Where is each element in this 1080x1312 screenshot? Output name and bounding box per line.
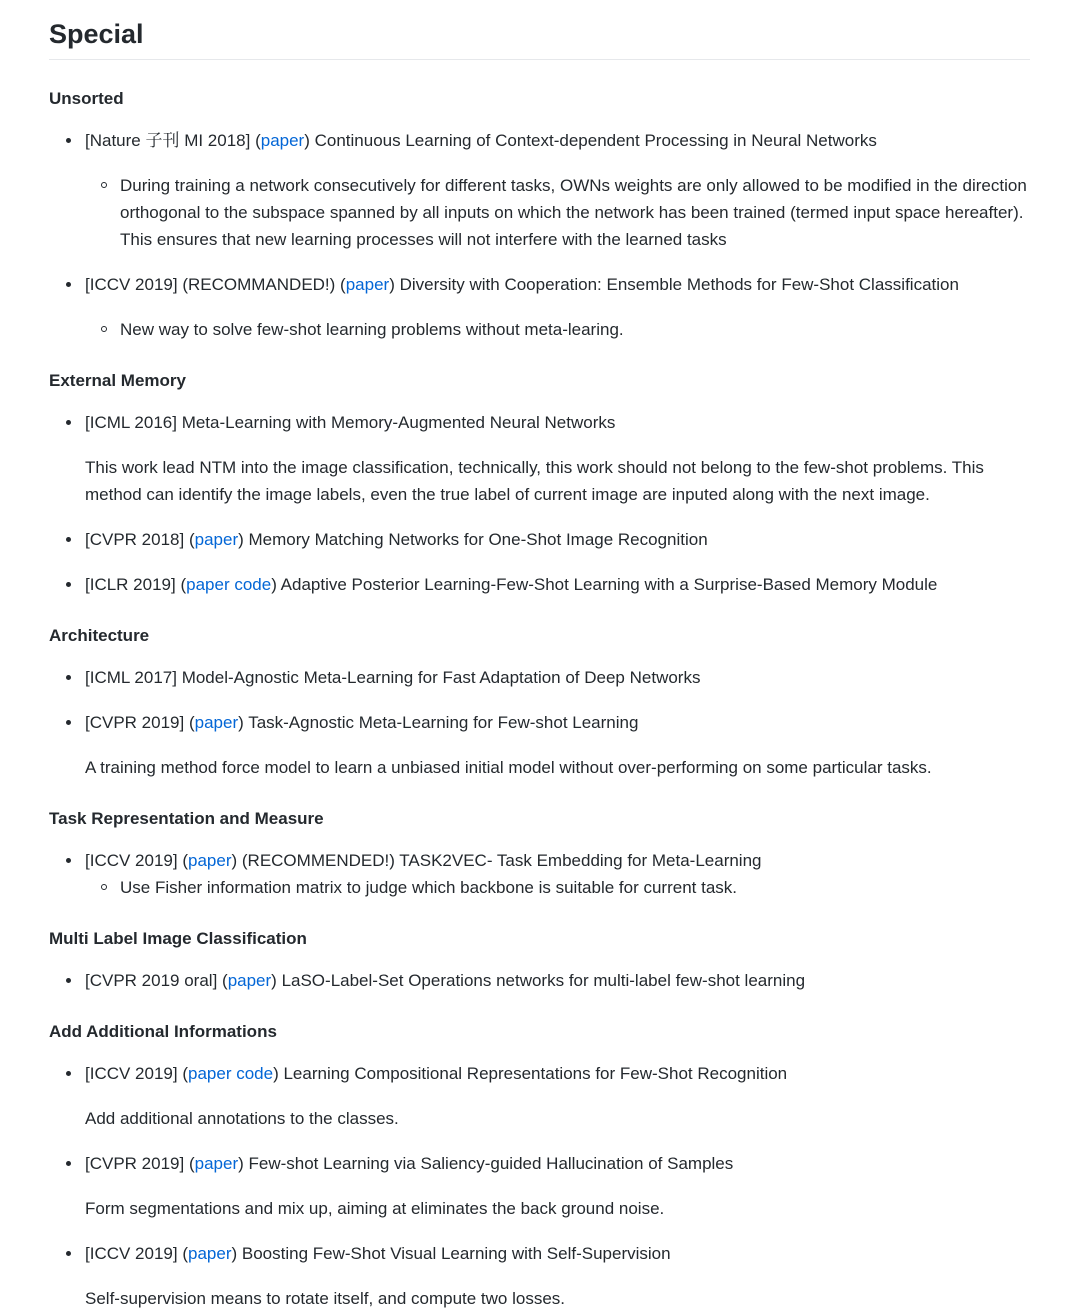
heading-external-memory: External Memory [49,371,186,390]
paper-code-link[interactable]: paper code [188,1064,274,1083]
item-tag: [ICCV 2019] (RECOMMANDED!) [85,275,336,294]
list-item [49,409,1030,508]
item-tag: [CVPR 2019 oral] [85,971,218,990]
heading-unsorted: Unsorted [49,89,124,108]
list-item: [CVPR 2019] (paper) Task-Agnostic Meta-Learning for Few-shot Learning A training method force model to learn a unbiased initial model without over-performing on some particular tasks. [49,709,1030,781]
item-title: Learning Compositional Representations for Few-Shot Recognition [283,1064,788,1083]
item-note: Form segmentations and mix up, aiming at eliminates the back ground noise. [85,1199,665,1218]
paper-code-link[interactable]: paper code [186,575,272,594]
list-item: [ICCV 2019] (RECOMMANDED!) (paper) Diversity with Cooperation: Ensemble Methods for Few-Shot Classification New way to solve few-shot learning problems without meta-learing. [49,271,1030,343]
item-tag: [CVPR 2018] [85,530,185,549]
item-note: Self-supervision means to rotate itself, and compute two losses. [85,1289,566,1308]
paper-link[interactable]: paper [188,851,232,870]
paper-link[interactable]: paper [194,713,239,732]
list-item: [CVPR 2019] (paper) Few-shot Learning via Saliency-guided Hallucination of Samples Form segmentations and mix up, aiming at eliminates the back ground noise. [49,1150,1030,1222]
item-note: This work lead NTM into the image classification, technically, this work should not belong to the few-shot problems. This method can identify the image labels, even the true label of current image are inputed along with the next image. [85,458,984,504]
list-item: [Nature 子刊 MI 2018] (paper) Continuous Learning of Context-dependent Processing in Neural Networks During training a network consecutively for different tasks, OWNs weights are only allowed to be modified in the direction orthogonal to the subspace spanned by all inputs on which the network has been trained (termed input space hereafter). This ensures that new learning processes will not interfere with the learned tasks [49,127,1030,253]
sub-list [85,874,1030,901]
paper-link[interactable]: paper [260,131,305,150]
item-title: Continuous Learning of Context-dependent Processing in Neural Networks [314,131,877,150]
list-item: [CVPR 2019 oral] (paper) LaSO-Label-Set Operations networks for multi-label few-shot learning [49,967,1030,994]
paper-link[interactable]: paper [194,1154,239,1173]
item-title: Adaptive Posterior Learning-Few-Shot Learning with a Surprise-Based Memory Module [280,575,938,594]
list-item [49,664,1030,691]
item-title: Few-shot Learning via Saliency-guided Hallucination of Samples [248,1154,734,1173]
list-additional-info [49,1060,1030,1312]
item-note: Add additional annotations to the classes. [85,1109,399,1128]
page-title: Special [49,0,1030,60]
item-title: Memory Matching Networks for One-Shot Image Recognition [248,530,708,549]
item-title: LaSO-Label-Set Operations networks for multi-label few-shot learning [281,971,806,990]
heading-additional-info: Add Additional Informations [49,1022,277,1041]
list-item: [ICCV 2019] (paper) Boosting Few-Shot Visual Learning with Self-Supervision Self-supervision means to rotate itself, and compute two losses. [49,1240,1030,1312]
list-unsorted [49,127,1030,343]
sub-list [85,172,1030,253]
heading-task-representation: Task Representation and Measure [49,809,324,828]
sub-list-item: Use Fisher information matrix to judge which backbone is suitable for current task. [85,874,1030,901]
list-item: [ICCV 2019] (paper code) Learning Compositional Representations for Few-Shot Recognition Add additional annotations to the classes. [49,1060,1030,1132]
heading-architecture: Architecture [49,626,150,645]
paper-link[interactable]: paper [188,1244,232,1263]
item-title: (RECOMMENDED!) TASK2VEC- Task Embedding for Meta-Learning [241,851,762,870]
paper-link[interactable]: paper [227,971,272,990]
list-external-memory [49,409,1030,598]
heading-multi-label: Multi Label Image Classification [49,929,307,948]
item-title: Boosting Few-Shot Visual Learning with Self-Supervision [241,1244,671,1263]
list-item: [ICLR 2019] (paper code) Adaptive Posterior Learning-Few-Shot Learning with a Surprise-Based Memory Module [49,571,1030,598]
sub-list-item: New way to solve few-shot learning problems without meta-learing. [85,316,1030,343]
item-note: A training method force model to learn a unbiased initial model without over-performing on some particular tasks. [85,758,932,777]
list-item: [ICCV 2019] (paper) (RECOMMENDED!) TASK2VEC- Task Embedding for Meta-Learning Use Fisher information matrix to judge which backbone is suitable for current task. [49,847,1030,901]
item-tag: [CVPR 2019] [85,713,185,732]
item-tag: [ICLR 2019] [85,575,176,594]
item-title: Diversity with Cooperation: Ensemble Methods for Few-Shot Classification [399,275,959,294]
item-title: Task-Agnostic Meta-Learning for Few-shot Learning [248,713,639,732]
paper-link[interactable]: paper [345,275,390,294]
list-multi-label [49,967,1030,994]
list-item: [CVPR 2018] (paper) Memory Matching Networks for One-Shot Image Recognition [49,526,1030,553]
item-tag: [Nature 子刊 MI 2018] [85,131,251,150]
item-tag: [ICCV 2019] [85,1064,178,1083]
item-tag: [ICCV 2019] [85,851,178,870]
item-text: [ICML 2016] Meta-Learning with Memory-Augmented Neural Networks [85,413,616,432]
item-tag: [CVPR 2019] [85,1154,185,1173]
paper-link[interactable]: paper [194,530,239,549]
item-text: [ICML 2017] Model-Agnostic Meta-Learning for Fast Adaptation of Deep Networks [85,668,701,687]
sub-list [85,316,1030,343]
list-architecture [49,664,1030,781]
sub-list-item: During training a network consecutively for different tasks, OWNs weights are only allowed to be modified in the direction orthogonal to the subspace spanned by all inputs on which the network has been trained (termed input space hereafter). This ensures that new learning processes will not interfere with the learned tasks [85,172,1030,253]
item-tag: [ICCV 2019] [85,1244,178,1263]
list-task-representation [49,847,1030,901]
